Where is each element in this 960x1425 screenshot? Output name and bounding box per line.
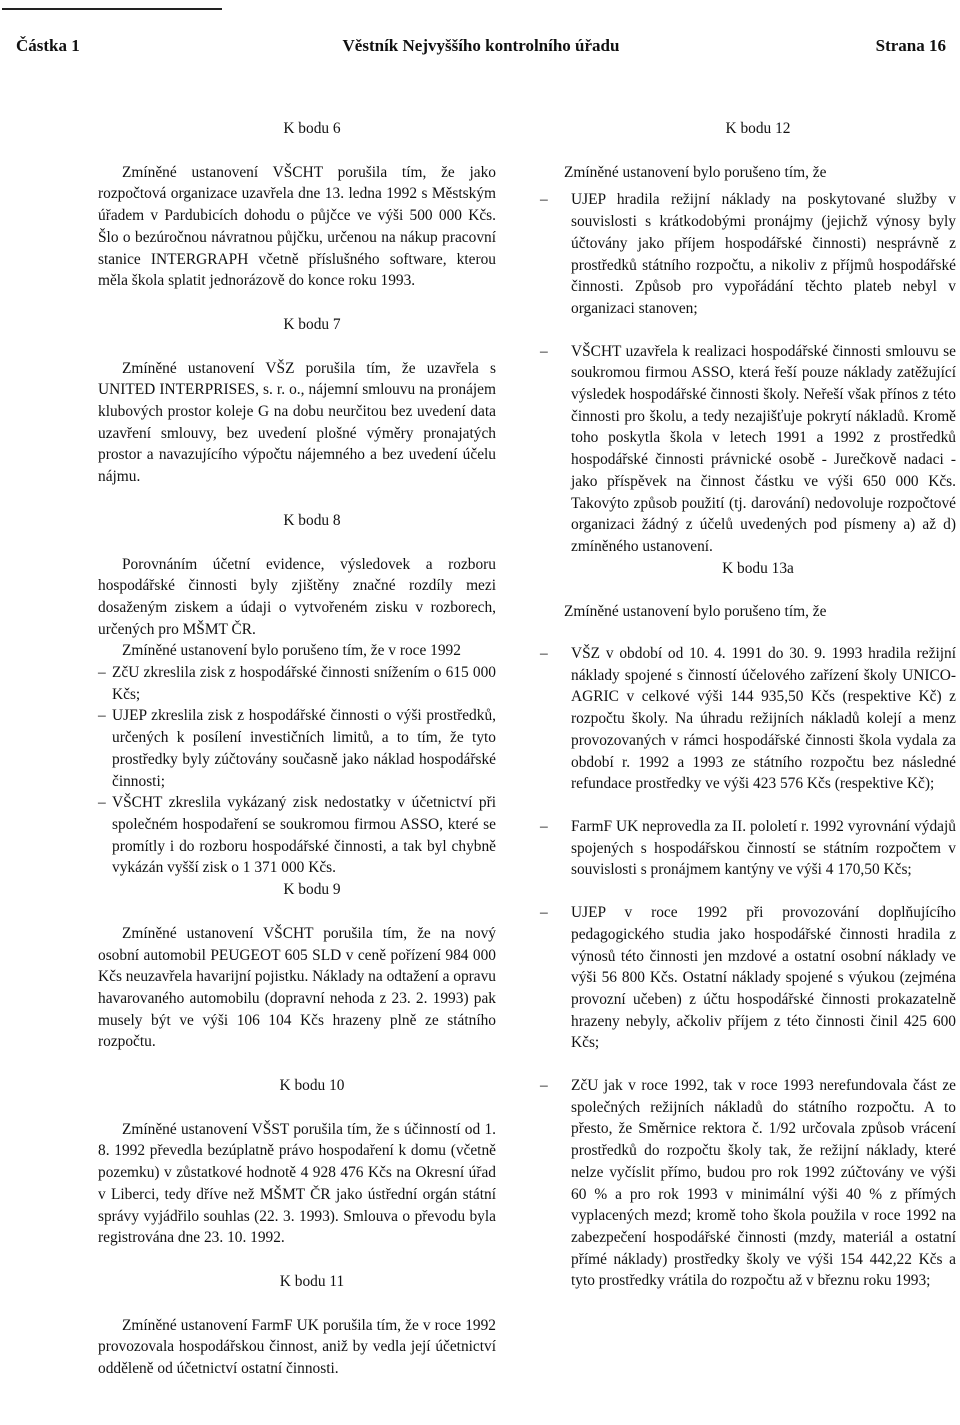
list-item: – VŠCHT uzavřela k realizaci hospodářské činnosti smlouvu se soukromou firmou ASSO, která řeší pouze náklady zatěžující výsledek hospodářské činnosti školy. Neřeší však přínos z této činnosti pro školu, a tedy nezajišťuje pokrytí nákladů. Kromě toho poskytla škola v letech 1991 a 1992 z prostředků hospodářské činnosti právnické osobě - Jurečkově nadaci - jako příspěvek na činnost částku ve výši 650 000 Kčs. Takovýto způsob použití (tj. darování) nedovoluje rozpočtové organizaci žádný z účelů uvedených pod písmeny a) až d) zmíněného ustanovení. xyxy=(540,342,956,555)
section-text-7: Zmíněné ustanovení VŠZ porušila tím, že uzavřela s UNITED INTERPRISES, s. r. o., nájemní smlouvu na pronájem klubových prostor koleje G na dobu neurčitou bez uvedení data uzavření smlouvy, bez uvedení plošné výměry pronajatých prostor a navazujícího výpočtu nájemného a bez uvedení účelu nájmu. xyxy=(98,359,496,486)
section-text-10: Zmíněné ustanovení VŠST porušila tím, že s účinností od 1. 8. 1992 převedla bezúplatně právo hospodaření k domu (včetně pozemku) v zůstatkové hodnotě 4 928 476 Kčs na Okresní úřad v Liberci, tedy dříve než MŠMT ČR jako ústřední orgán státní správy vyjádřilo souhlas (22. 3. 1993). Smlouva o převodu byla registrována dne 23. 10. 1992. xyxy=(98,1120,496,1247)
journal-title: Věstník Nejvyššího kontrolního úřadu xyxy=(342,36,620,55)
right-column xyxy=(540,118,956,1292)
page-header xyxy=(16,36,946,62)
list-item: – ZčU zkreslila zisk z hospodářské činnosti snížením o 615 000 Kčs; xyxy=(98,664,496,703)
issue-number: Částka 1 xyxy=(16,36,80,55)
section-heading-7: K bodu 7 xyxy=(283,315,341,333)
section-heading-11: K bodu 11 xyxy=(279,1272,345,1290)
list-item: – UJEP zkreslila zisk z hospodářské činnosti o výši prostředků, určených k posílení investičních limitů, a to tím, že tyto prostředky byly zúčtovány současně jako náklad hospodářské činnosti; xyxy=(98,707,496,790)
left-column xyxy=(98,118,496,1380)
list-item: – FarmF UK neprovedla za II. pololetí r. 1992 vyrovnání výdajů spojených s hospodářskou činností se státním rozpočtem v souvislosti s pronájmem kantýny ve výši 4 170,50 Kčs; xyxy=(540,817,956,879)
list-item: – VŠZ v období od 10. 4. 1991 do 30. 9. 1993 hradila režijní náklady spojené s činností účelového zařízení školy UNICO-AGRIC v celkové výši 144 935,50 Kčs (respektive Kč) z rozpočtu školy. Na úhradu režijních nákladů kolejí a menz provozovaných v rámci hospodářské činnosti škola vydala za období r. 1992 a 1993 ze státního rozpočtu bez následné refundace prostředky ve výši 423 576 Kčs (respektive Kč); xyxy=(540,645,956,793)
section-heading-9: K bodu 9 xyxy=(283,881,341,899)
section-intro-12: Zmíněné ustanovení bylo porušeno tím, že xyxy=(564,163,827,181)
list-item: – ZčU jak v roce 1992, tak v roce 1993 nerefundovala část ze společných režijních nákladů do státního rozpočtu. A to přesto, že Směrnice rektora č. 1/92 určovala způsob vrácení prostředků do rozpočtu školy tak, že režijní náklady, které nelze vyčíslit přímo, budou pro rok 1992 zúčtovány ve výši 60 % a pro rok 1993 v minimální výši 40 % z přímých vyplacených mezd; kromě toho škola použila v roce 1992 na zabezpečení hospodářské činnosti (mzdy, materiál a ostatní přímé náklady) prostředky školy ve výši 154 442,22 Kčs a tyto prostředky vrátila do rozpočtu až v březnu roku 1993; xyxy=(540,1077,956,1290)
section-text-8-b: Zmíněné ustanovení bylo porušeno tím, že v roce 1992 xyxy=(122,642,461,660)
list-item: – VŠCHT zkreslila vykázaný zisk nedostatky v účetnictví při společném hospodaření se soukromou firmou ASSO, které se promítly i do rozboru hospodářské činnosti, a tak byl chybně vykázán vyšší zisk o 1 371 000 Kčs. xyxy=(98,794,496,877)
list-item: – UJEP v roce 1992 při provozování doplňujícího pedagogického studia jako hospodářské činnosti hradila z výnosů této činnosti jen mzdové a ostatní osobní náklady ve výši 56 800 Kčs. Ostatní náklady spojené s výukou (zejména provozní učeben) z účtu hospodářské činnosti prokazatelně hrazeny nebyly, ačkoliv příjem z této činnosti činil 425 600 Kčs; xyxy=(540,904,956,1052)
section-text-11: Zmíněné ustanovení FarmF UK porušila tím, že v roce 1992 provozovala hospodářskou činnost, aniž by vedla její účetnictví odděleně od účetnictví ostatní činnosti. xyxy=(98,1316,496,1378)
list-item: – UJEP hradila režijní náklady na poskytované služby v souvislosti s krátkodobými pronájmy (jejichž výnosy byly účtovány jako příjem hospodářské činnosti) nesprávně z prostředků státního rozpočtu, a nikoliv z příjmů hospodářské činnosti. Způsob pro vypořádání těchto plateb nebyl v organizaci stanoven; xyxy=(540,191,956,317)
section-text-8-a: Porovnáním účetní evidence, výsledovek a rozboru hospodářské činnosti byly zjištěny značné rozdíly mezi dosaženým ziskem a údaji o vytvořeném zisku v rozborech, určených pro MŠMT ČR. xyxy=(98,555,496,638)
section-text-6: Zmíněné ustanovení VŠCHT porušila tím, že jako rozpočtová organizace uzavřela dne 13. ledna 1992 s Městským úřadem v Pardubicích dohodu o půjčce ve výši 500 000 Kčs. Šlo o bezúročnou návratnou půjčku, určenou na nákup pracovní stanice INTERGRAPH včetně příslušného software, kterou měla škola splatit jednorázově do konce roku 1993. xyxy=(98,163,496,290)
section-heading-6: K bodu 6 xyxy=(283,120,341,137)
section-heading-10: K bodu 10 xyxy=(279,1077,345,1095)
header-rule xyxy=(2,8,222,10)
section-heading-8: K bodu 8 xyxy=(283,511,341,529)
page-number: Strana 16 xyxy=(875,36,946,55)
section-intro-13a: Zmíněné ustanovení bylo porušeno tím, že xyxy=(564,603,827,621)
section-heading-12: K bodu 12 xyxy=(725,120,791,137)
section-heading-13a: K bodu 13a xyxy=(722,559,794,577)
section-text-9: Zmíněné ustanovení VŠCHT porušila tím, že na nový osobní automobil PEUGEOT 605 SLD v ceně pořízení 984 000 Kčs neuzavřela havarijní pojistku. Náklady na odtažení a opravu havarovaného automobilu (dopravní nehoda z 23. 2. 1993) pak musely být ve výši 106 104 Kčs hrazeny plně ze státního rozpočtu. xyxy=(98,924,496,1051)
